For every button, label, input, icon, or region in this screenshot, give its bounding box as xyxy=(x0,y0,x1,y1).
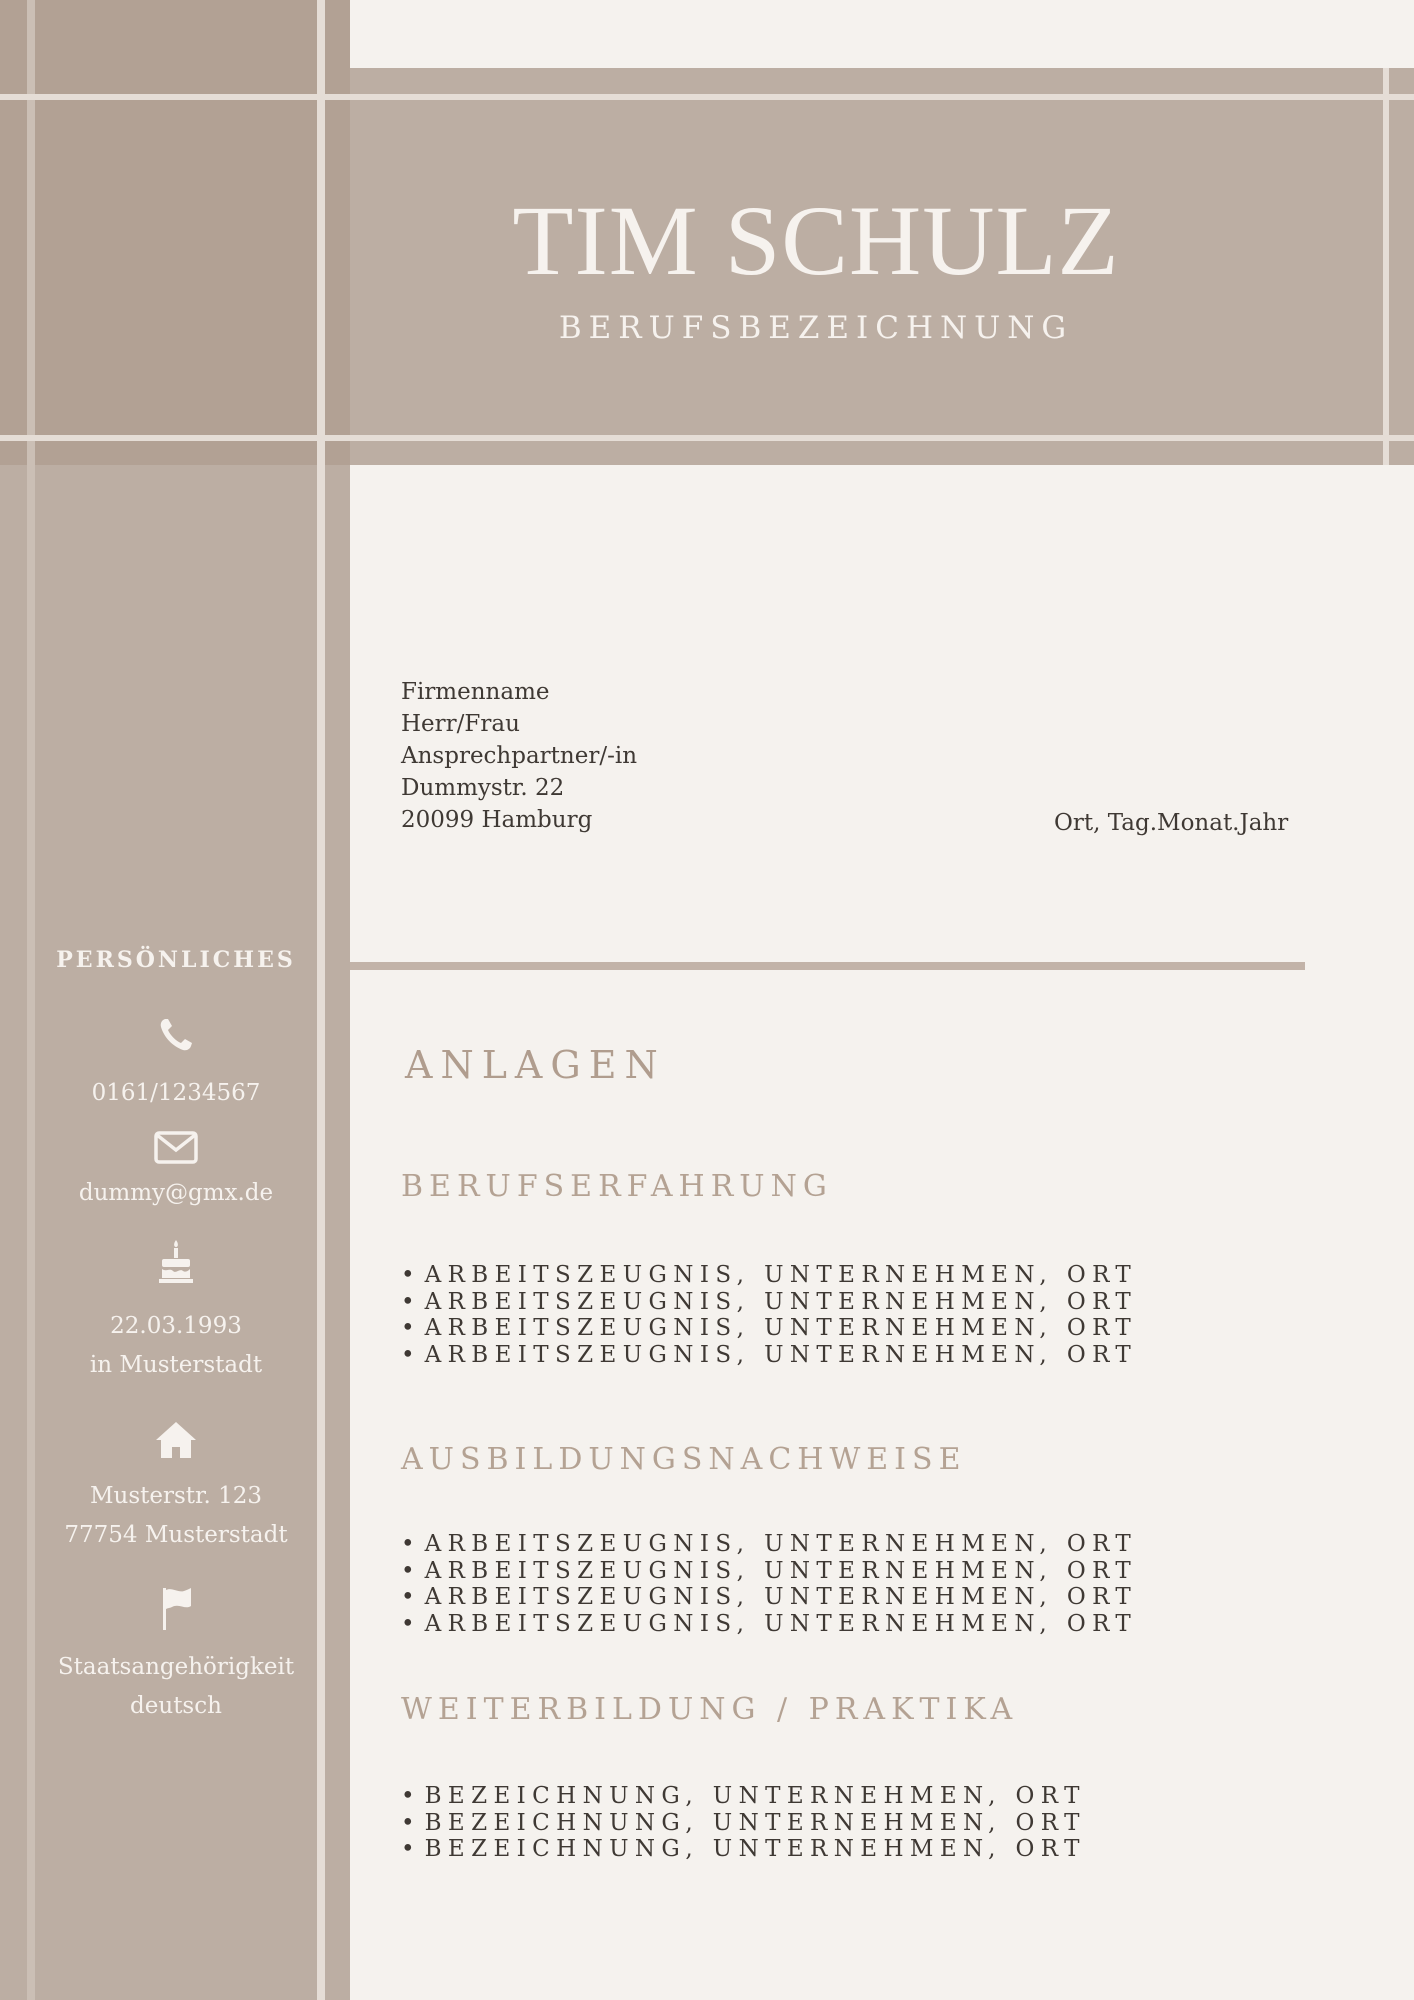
recipient-line: Dummystr. 22 xyxy=(401,775,565,801)
list-item: • BEZEICHNUNG, UNTERNEHMEN, ORT xyxy=(401,1810,1086,1837)
attachments-title: ANLAGEN xyxy=(405,1043,666,1087)
home-icon xyxy=(151,1416,201,1466)
recipient-line: Herr/Frau xyxy=(401,711,520,737)
section-title-education: AUSBILDUNGSNACHWEISE xyxy=(401,1442,967,1477)
list-item: • BEZEICHNUNG, UNTERNEHMEN, ORT xyxy=(401,1836,1086,1863)
list-item: • ARBEITSZEUGNIS, UNTERNEHMEN, ORT xyxy=(401,1315,1137,1342)
decorative-line xyxy=(317,0,325,2000)
section-divider xyxy=(350,962,1305,970)
sidebar-top-block xyxy=(0,0,350,465)
nationality-label: Staatsangehörigkeit xyxy=(57,1654,295,1680)
training-list xyxy=(401,1783,1086,1863)
decorative-line xyxy=(27,0,35,2000)
sidebar-heading: PERSÖNLICHES xyxy=(56,947,296,973)
phone-number: 0161/1234567 xyxy=(91,1080,261,1106)
recipient-line: Firmenname xyxy=(401,679,550,705)
street-address: Musterstr. 123 xyxy=(89,1483,263,1509)
list-item: • ARBEITSZEUGNIS, UNTERNEHMEN, ORT xyxy=(401,1342,1137,1369)
work-experience-list xyxy=(401,1262,1137,1368)
decorative-line xyxy=(1383,68,1389,465)
list-item: • ARBEITSZEUGNIS, UNTERNEHMEN, ORT xyxy=(401,1262,1137,1289)
decorative-line xyxy=(0,435,1414,441)
list-item: • BEZEICHNUNG, UNTERNEHMEN, ORT xyxy=(401,1783,1086,1810)
list-item: • ARBEITSZEUGNIS, UNTERNEHMEN, ORT xyxy=(401,1611,1137,1638)
decorative-line xyxy=(0,94,1414,100)
birth-date: 22.03.1993 xyxy=(110,1313,242,1339)
mail-icon xyxy=(151,1123,201,1173)
nationality: deutsch xyxy=(130,1693,222,1719)
recipient-line: 20099 Hamburg xyxy=(401,807,593,833)
email-address: dummy@gmx.de xyxy=(78,1180,274,1206)
section-title-training: WEITERBILDUNG / PRAKTIKA xyxy=(401,1692,1019,1727)
flag-icon xyxy=(151,1584,201,1634)
birthday-cake-icon xyxy=(151,1238,201,1288)
birth-place: in Musterstadt xyxy=(89,1352,263,1378)
recipient-address xyxy=(401,676,637,836)
list-item: • ARBEITSZEUGNIS, UNTERNEHMEN, ORT xyxy=(401,1584,1137,1611)
education-list xyxy=(401,1531,1137,1637)
list-item: • ARBEITSZEUGNIS, UNTERNEHMEN, ORT xyxy=(401,1531,1137,1558)
date-place: Ort, Tag.Monat.Jahr xyxy=(1054,810,1289,836)
phone-icon xyxy=(151,1009,201,1059)
job-title: BERUFSBEZEICHNUNG xyxy=(558,310,1074,346)
list-item: • ARBEITSZEUGNIS, UNTERNEHMEN, ORT xyxy=(401,1289,1137,1316)
applicant-name: TIM SCHULZ xyxy=(512,185,1120,296)
recipient-line: Ansprechpartner/-in xyxy=(401,743,638,769)
list-item: • ARBEITSZEUGNIS, UNTERNEHMEN, ORT xyxy=(401,1558,1137,1585)
section-title-work-experience: BERUFSERFAHRUNG xyxy=(401,1169,833,1204)
city-address: 77754 Musterstadt xyxy=(64,1522,288,1548)
